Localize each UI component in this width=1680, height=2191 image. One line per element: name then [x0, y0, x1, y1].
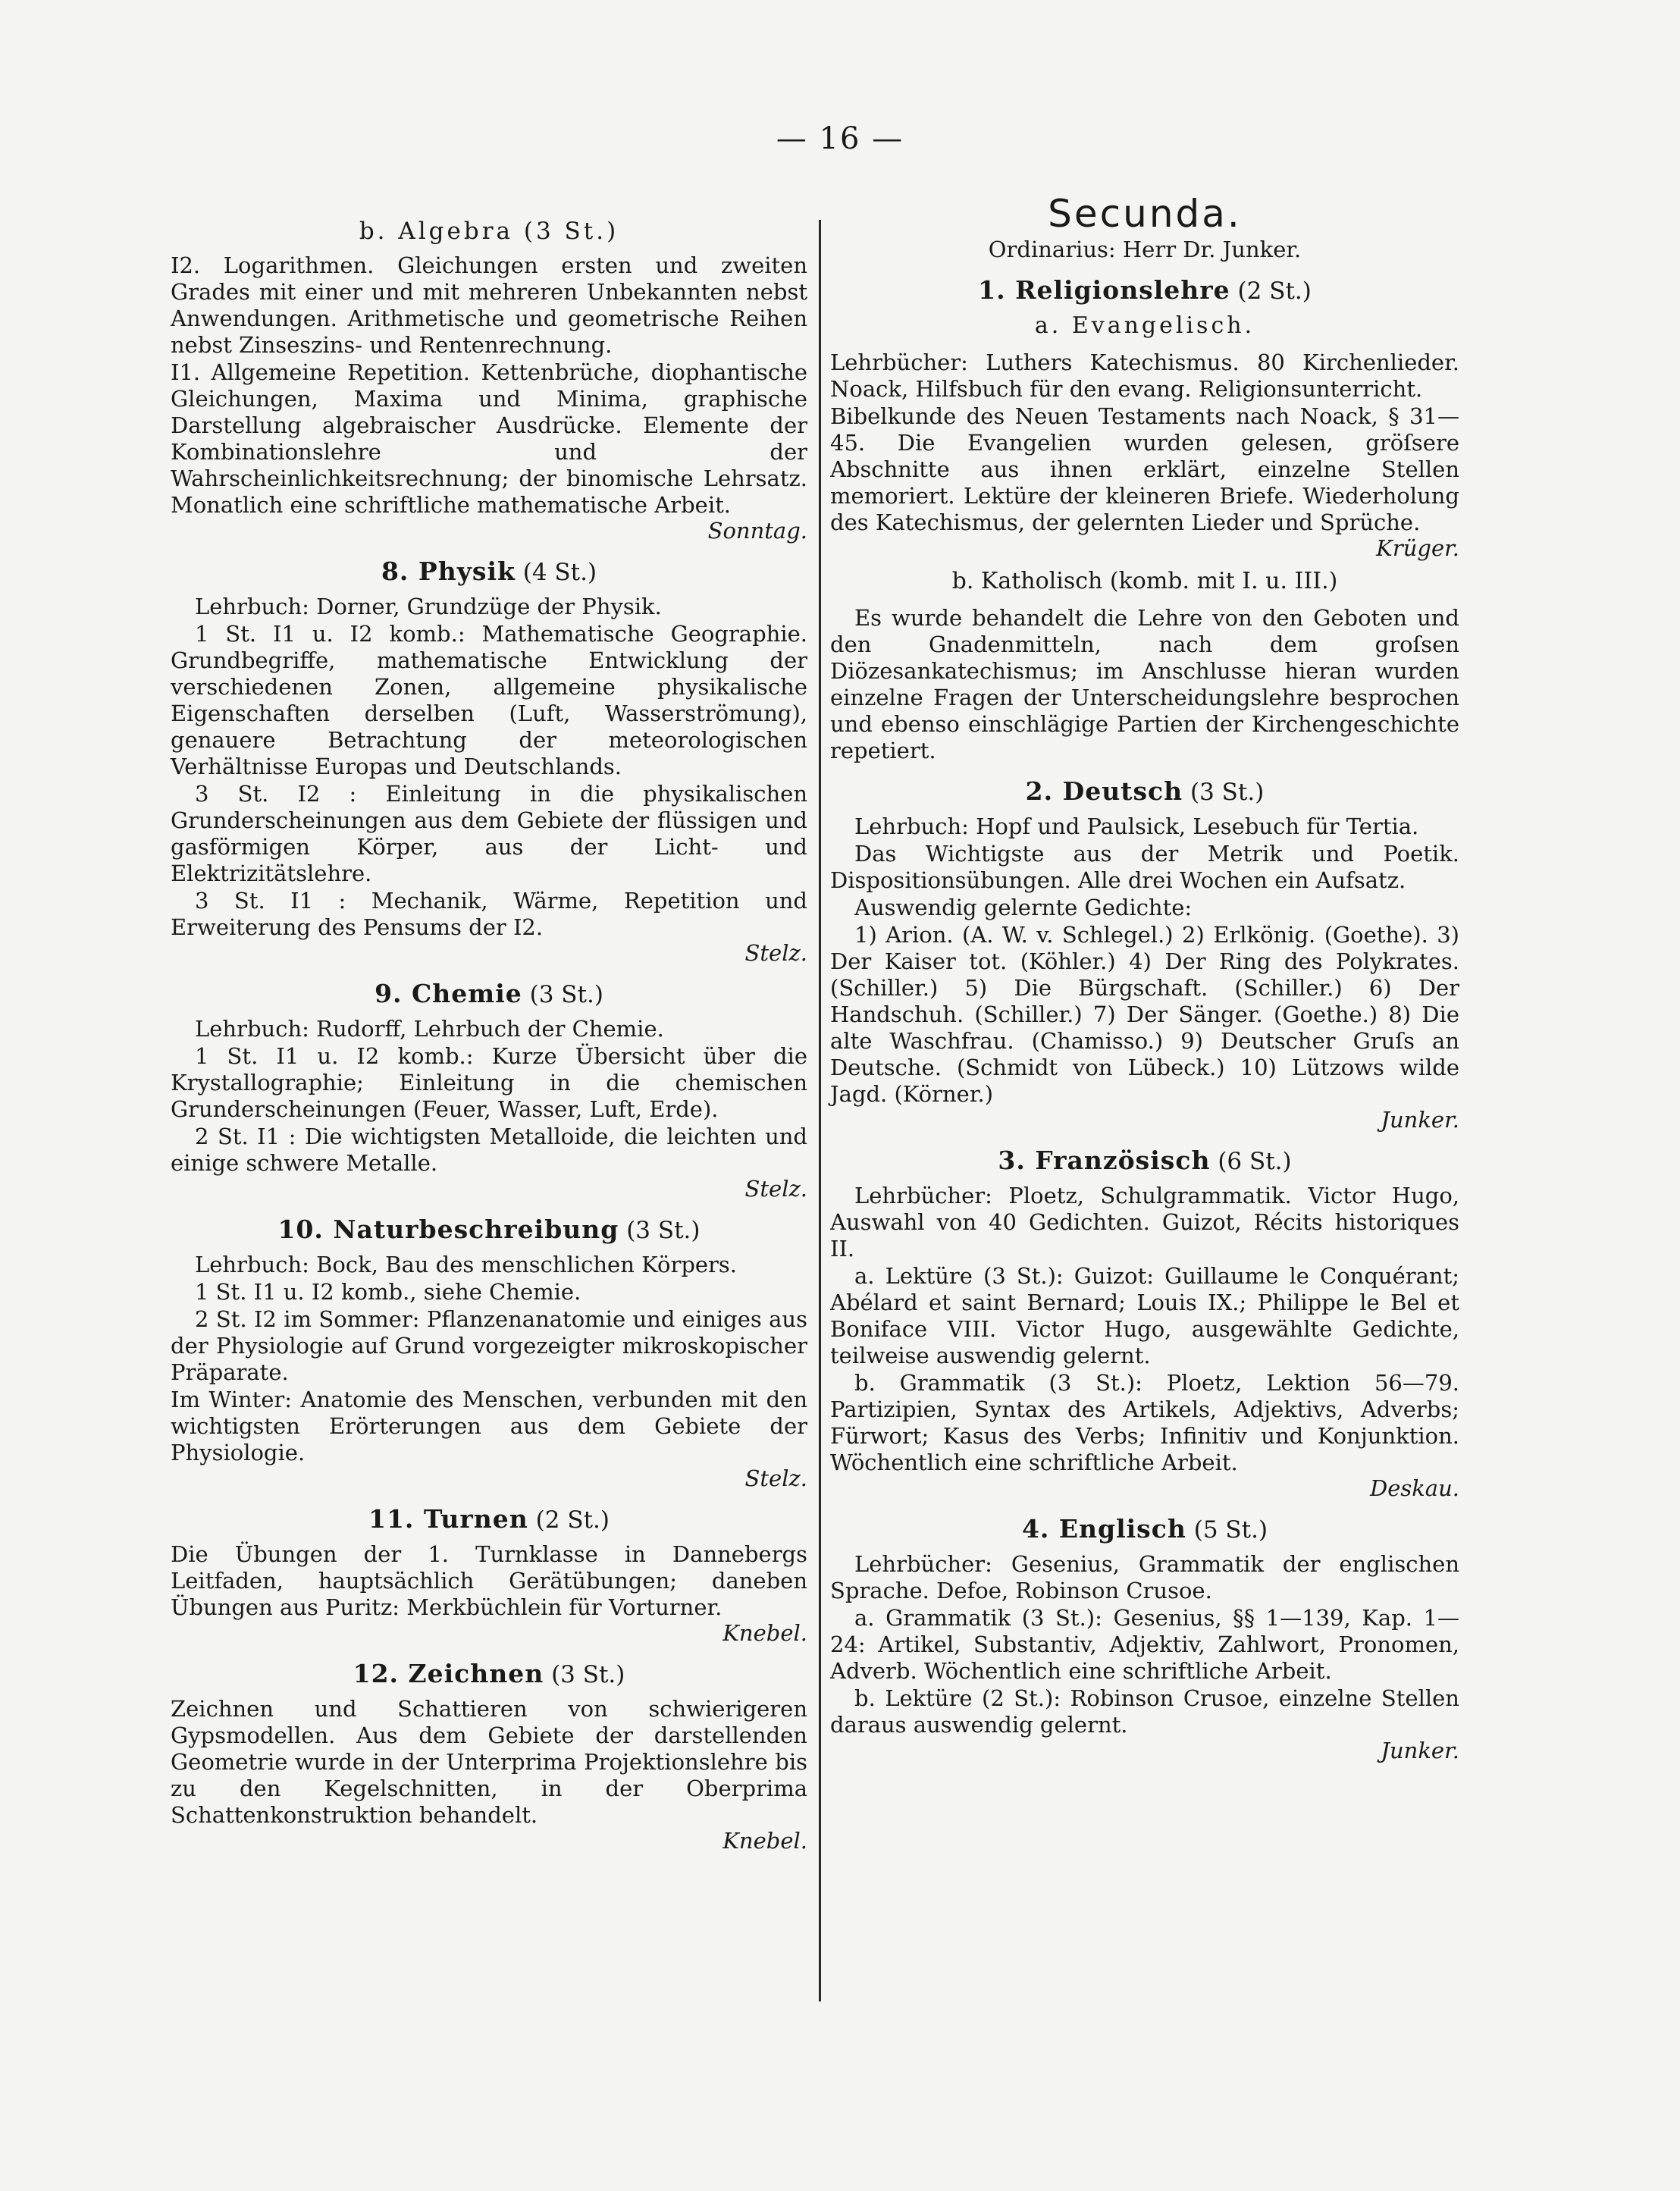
section-title: 2. Deutsch	[1025, 776, 1183, 806]
signature: Junker.	[1381, 1107, 1459, 1133]
section-hours: (5 St.)	[1193, 1516, 1268, 1544]
religion-paragraph: Lehrbücher: Luthers Katechismus. 80 Kirchenlieder. Noack, Hilfsbuch für den evang. Religionsunterricht.	[830, 349, 1459, 402]
algebra-paragraph: I1. Allgemeine Repetition. Kettenbrüche, diophantische Gleichungen, Maxima und Minima, graphische Darstellung algebraischer Ausdrücke. Elemente der Kombinationslehre und der Wahrscheinlichkeitsrechnung; der binomische Lehrsatz. Monatlich eine schriftliche mathematische Arbeit.	[171, 359, 807, 518]
algebra-heading: b. Algebra (3 St.)	[359, 218, 619, 245]
natur-paragraph: 2 St. I2 im Sommer: Pflanzenanatomie und einiges aus der Physiologie auf Grund vorgezeigter mikroskopischer Präparate.	[171, 1306, 807, 1385]
deutsch-heading	[830, 778, 1459, 806]
signature: Krüger.	[1376, 535, 1459, 561]
franz-paragraph: b. Grammatik (3 St.): Ploetz, Lektion 56—79. Partizipien, Syntax des Artikels, Adjektivs, Adverbs; Fürwort; Kasus des Verbs; Infinitiv und Konjunktion. Wöchentlich eine schriftliche Arbeit.	[830, 1370, 1459, 1475]
section-title: 1. Religionslehre	[978, 275, 1230, 305]
section-title: 9. Chemie	[375, 979, 522, 1008]
right-column	[830, 192, 1459, 1765]
section-title: 8. Physik	[381, 556, 516, 586]
section-hours: (2 St.)	[1237, 277, 1312, 305]
deutsch-paragraph: Lehrbuch: Hopf und Paulsick, Lesebuch für Tertia.	[854, 813, 1419, 839]
signature: Sonntag.	[707, 518, 807, 544]
section-title: 3. Französisch	[998, 1146, 1211, 1175]
franz-paragraph: Lehrbücher: Ploetz, Schulgrammatik. Victor Hugo, Auswahl von 40 Gedichten. Guizot, Récits historiques II.	[830, 1183, 1459, 1262]
physik-paragraph: 3 St. I2 : Einleitung in die physikalischen Grunderscheinungen aus dem Gebiete der flüssigen und gasförmigen Körper, aus der Licht- und Elektrizitätslehre.	[171, 781, 807, 886]
natur-heading	[171, 1216, 807, 1244]
natur-paragraph: 1 St. I1 u. I2 komb., siehe Chemie.	[195, 1279, 581, 1305]
section-title: 10. Naturbeschreibung	[277, 1215, 619, 1244]
engl-paragraph: a. Grammatik (3 St.): Gesenius, §§ 1—139, Kap. 1—24: Artikel, Substantiv, Adjektiv, Zahlwort, Pronomen, Adverb. Wöchentlich eine schriftliche Arbeit.	[830, 1605, 1459, 1684]
deutsch-paragraph: Auswendig gelernte Gedichte:	[854, 895, 1193, 920]
zeichnen-paragraph: Zeichnen und Schattieren von schwierigeren Gypsmodellen. Aus dem Gebiete der darstellenden Geometrie wurde in der Unterprima Projektionslehre bis zu den Kegelschnitten, in der Oberprima Schattenkonstruktion behandelt.	[171, 1696, 807, 1828]
religion-paragraph: Bibelkunde des Neuen Testaments nach Noack, § 31—45. Die Evangelien wurden gelesen, gröſsere Abschnitte aus ihnen erklärt, einzelne Stellen memoriert. Lektüre der kleineren Briefe. Wiederholung des Katechismus, der gelernten Lieder und Sprüche.	[830, 403, 1459, 535]
chemie-paragraph: Lehrbuch: Rudorff, Lehrbuch der Chemie.	[195, 1016, 664, 1042]
turnen-heading	[171, 1506, 807, 1534]
chemie-paragraph: 2 St. I1 : Die wichtigsten Metalloide, die leichten und einige schwere Metalle.	[171, 1124, 807, 1176]
chemie-heading	[171, 980, 807, 1008]
signature: Stelz.	[744, 940, 807, 966]
physik-paragraph: 1 St. I1 u. I2 komb.: Mathematische Geographie. Grundbegriffe, mathematische Entwicklung der verschiedenen Zonen, allgemeine physikalische Eigenschaften derselben (Luft, Wasserströmung), genauere Betrachtung der meteorologischen Verhältnisse Europas und Deutschlands.	[171, 621, 807, 779]
franz-paragraph: a. Lektüre (3 St.): Guizot: Guillaume le Conquérant; Abélard et saint Bernard; Louis IX.; Philippe le Bel et Boniface VIII. Victor Hugo, ausgewählte Gedichte, teilweise auswendig gelernt.	[830, 1263, 1459, 1368]
section-hours: (3 St.)	[1189, 779, 1265, 806]
engl-paragraph: b. Lektüre (2 St.): Robinson Crusoe, einzelne Stellen daraus auswendig gelernt.	[830, 1685, 1459, 1738]
physik-paragraph: Lehrbuch: Dorner, Grundzüge der Physik.	[195, 594, 662, 619]
section-title: 12. Zeichnen	[353, 1659, 544, 1688]
section-hours: (3 St.)	[529, 981, 603, 1008]
zeichnen-heading	[171, 1660, 807, 1688]
section-title: 11. Turnen	[368, 1504, 528, 1534]
religion-subheading: a. Evangelisch.	[1034, 312, 1255, 339]
physik-heading	[171, 558, 807, 586]
physik-paragraph: 3 St. I1 : Mechanik, Wärme, Repetition und Erweiterung des Pensums der I2.	[171, 888, 807, 940]
religion-subheading: b. Katholisch (komb. mit I. u. III.)	[951, 568, 1338, 594]
deutsch-paragraph: Das Wichtigste aus der Metrik und Poetik. Dispositionsübungen. Alle drei Wochen ein Aufsatz.	[830, 841, 1459, 893]
section-hours: (3 St.)	[551, 1661, 625, 1688]
page-number: — 16 —	[776, 121, 904, 156]
signature: Junker.	[1381, 1738, 1459, 1763]
deutsch-paragraph: 1) Arion. (A. W. v. Schlegel.) 2) Erlkönig. (Goethe). 3) Der Kaiser tot. (Köhler.) 4) Der Ring des Polykrates. (Schiller.) 5) Die Bürgschaft. (Schiller.) 6) Der Handschuh. (Schiller.) 7) Der Sänger. (Goethe.) 8) Die alte Waschfrau. (Chamisso.) 9) Deutscher Gruſs an Deutsche. (Schmidt von Lübeck.) 10) Lützows wilde Jagd. (Körner.)	[830, 922, 1459, 1107]
engl-heading	[830, 1516, 1459, 1544]
religion-heading	[830, 277, 1459, 305]
signature: Stelz.	[744, 1176, 807, 1202]
signature: Stelz.	[744, 1465, 807, 1491]
section-hours: (2 St.)	[535, 1506, 610, 1534]
natur-paragraph: Im Winter: Anatomie des Menschen, verbunden mit den wichtigsten Erörterungen aus dem Gebiete der Physiologie.	[171, 1387, 807, 1465]
signature: Knebel.	[722, 1620, 807, 1646]
column-divider	[819, 220, 821, 2001]
religion-paragraph: Es wurde behandelt die Lehre von den Geboten und den Gnadenmitteln, nach dem groſsen Diözesankatechismus; im Anschlusse hieran wurden einzelne Fragen der Unterscheidungslehre besprochen und ebenso einschlägige Partien der Kirchengeschichte repetiert.	[830, 605, 1459, 763]
turnen-paragraph: Die Übungen der 1. Turnklasse in Dannebergs Leitfaden, hauptsächlich Gerätübungen; daneben Übungen aus Puritz: Merkbüchlein für Vorturner.	[171, 1541, 807, 1620]
section-title-secunda: Secunda.	[1048, 192, 1242, 236]
algebra-paragraph: I2. Logarithmen. Gleichungen ersten und zweiten Grades mit einer und mit mehreren Unbekannten nebst Anwendungen. Arithmetische und geometrische Reihen nebst Zinseszins- und Rentenrechnung.	[171, 252, 807, 358]
section-title: 4. Englisch	[1021, 1514, 1186, 1544]
chemie-paragraph: 1 St. I1 u. I2 komb.: Kurze Übersicht über die Krystallographie; Einleitung in die chemischen Grunderscheinungen (Feuer, Wasser, Luft, Erde).	[171, 1043, 807, 1122]
signature: Deskau.	[1369, 1475, 1459, 1501]
ordinarius: Ordinarius: Herr Dr. Junker.	[988, 237, 1302, 262]
left-column	[171, 205, 807, 1855]
section-hours: (4 St.)	[522, 559, 597, 586]
section-hours: (3 St.)	[626, 1217, 701, 1244]
engl-paragraph: Lehrbücher: Gesenius, Grammatik der englischen Sprache. Defoe, Robinson Crusoe.	[830, 1551, 1459, 1603]
section-hours: (6 St.)	[1218, 1148, 1292, 1175]
signature: Knebel.	[722, 1828, 807, 1854]
natur-paragraph: Lehrbuch: Bock, Bau des menschlichen Körpers.	[195, 1252, 738, 1277]
franz-heading	[830, 1147, 1459, 1175]
